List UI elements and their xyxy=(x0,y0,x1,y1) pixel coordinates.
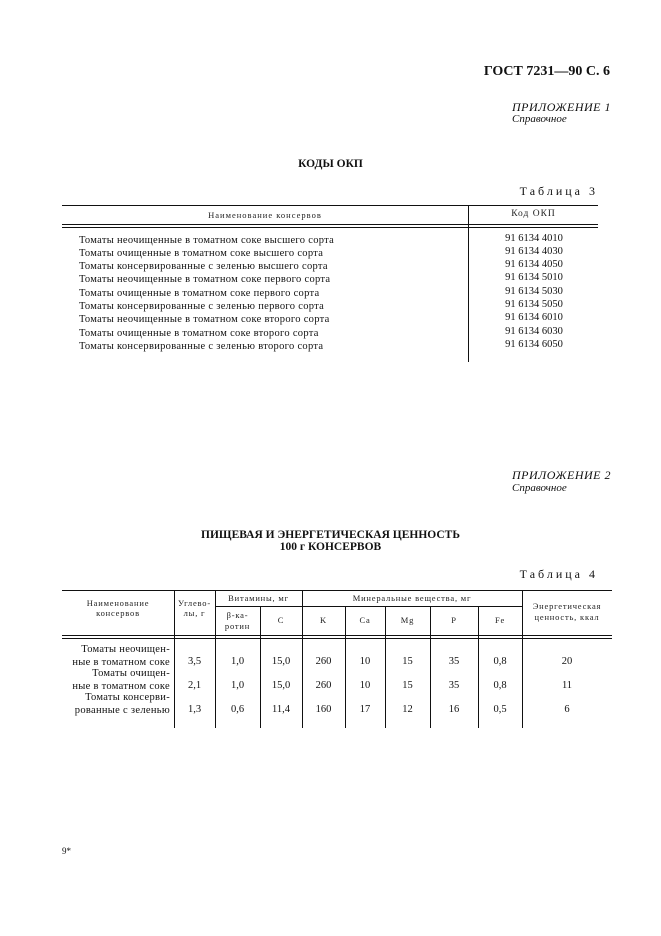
cell-p: 35 xyxy=(448,680,460,691)
cell-fe: 0,5 xyxy=(493,704,507,715)
cell-k: 260 xyxy=(315,656,332,667)
header-energy-line-1: Энергетическая xyxy=(532,601,602,611)
header-fe: Fe xyxy=(494,615,506,625)
cell-ca: 10 xyxy=(359,680,371,691)
table-3-row-name: Томаты консервированные с зеленью второго сорта xyxy=(79,341,324,352)
table-4-vitamins-rule xyxy=(215,606,302,607)
cell-energy: 6 xyxy=(564,704,570,715)
cell-mg: 15 xyxy=(402,680,413,691)
section-title-okp-codes: КОДЫ ОКП xyxy=(298,158,363,170)
table-3-row-code: 91 6134 6010 xyxy=(505,312,563,323)
table-3-col-name: Наименование консервов xyxy=(208,210,322,220)
section-title-nutrition-line-2: 100 г КОНСЕРВОВ xyxy=(279,541,382,553)
header-minerals: Минеральные вещества, мг xyxy=(352,593,472,603)
table-3-row-name: Томаты неочищенные в томатном соке второго сорта xyxy=(79,314,330,325)
cell-ca: 17 xyxy=(359,704,371,715)
cell-carbs: 1,3 xyxy=(187,704,202,715)
header-mg: Mg xyxy=(400,615,415,625)
cell-beta-carotene: 1,0 xyxy=(230,680,245,691)
table-4-header-rule-2 xyxy=(62,638,612,639)
table-3-row-name: Томаты очищенные в томатном соке высшего сорта xyxy=(79,248,324,259)
table-3-row-code: 91 6134 5010 xyxy=(505,272,563,283)
cell-mg: 12 xyxy=(402,704,413,715)
cell-fe: 0,8 xyxy=(493,656,507,667)
cell-beta-carotene: 1,0 xyxy=(230,656,245,667)
cell-energy: 20 xyxy=(561,656,573,667)
table-3-label: Таблица 3 xyxy=(519,184,598,198)
table-3-row-name: Томаты консервированные с зеленью первого сорта xyxy=(79,301,325,312)
table-4-label: Таблица 4 xyxy=(519,567,598,581)
cell-k: 260 xyxy=(315,680,332,691)
table-3-col-code: Код ОКП xyxy=(511,209,556,219)
table-3-row-name: Томаты неочищенные в томатном соке высшего сорта xyxy=(79,235,335,246)
table-4-header-rule xyxy=(62,635,612,636)
cell-k: 160 xyxy=(315,704,332,715)
header-ca: Ca xyxy=(359,615,371,625)
header-carbs-line-1: Углево- xyxy=(178,598,211,608)
appendix-2-title: ПРИЛОЖЕНИЕ 2 xyxy=(512,468,611,482)
table-3-top-rule xyxy=(62,205,598,206)
cell-carbs: 2,1 xyxy=(187,680,202,691)
table-3-row-code: 91 6134 5050 xyxy=(505,299,563,310)
page-header: ГОСТ 7231—90 С. 6 xyxy=(483,64,610,79)
table-3-row-name: Томаты неочищенные в томатном соке первого сорта xyxy=(79,274,331,285)
table-3-row-code: 91 6134 4030 xyxy=(505,246,563,257)
header-p: P xyxy=(451,615,457,625)
row-name-line-1: Томаты неочищен- xyxy=(81,644,170,655)
header-beta-carotene-line-1: β-ка- xyxy=(226,610,249,620)
table-3-header-rule xyxy=(62,224,598,225)
table-3-row-code: 91 6134 5030 xyxy=(505,286,563,297)
table-3-row-name: Томаты очищенные в томатном соке второго сорта xyxy=(79,328,319,339)
header-beta-carotene-line-2: ротин xyxy=(224,621,251,631)
header-k: K xyxy=(320,615,327,625)
header-vitamin-c: C xyxy=(277,615,285,625)
cell-vitamin-c: 15,0 xyxy=(271,680,291,691)
table-3-column-divider xyxy=(468,205,469,362)
row-name-line-1: Томаты консерви- xyxy=(85,692,170,703)
table-3-row-code: 91 6134 4010 xyxy=(505,233,563,244)
cell-vitamin-c: 11,4 xyxy=(272,704,290,715)
row-name-line-1: Томаты очищен- xyxy=(92,668,170,679)
row-name-line-2: ные в томатном соке xyxy=(72,657,170,668)
table-3-header-rule-2 xyxy=(62,227,598,228)
section-title-nutrition-line-1: ПИЩЕВАЯ И ЭНЕРГЕТИЧЕСКАЯ ЦЕННОСТЬ xyxy=(201,529,460,541)
row-name-line-2: ные в томатном соке xyxy=(72,681,170,692)
table-3-row-code: 91 6134 6030 xyxy=(505,326,563,337)
header-name-line-1: Наименование xyxy=(86,598,150,608)
cell-ca: 10 xyxy=(359,656,371,667)
table-3-row-name: Томаты консервированные с зеленью высшего сорта xyxy=(79,261,328,272)
header-energy-line-2: ценность, ккал xyxy=(534,612,600,622)
table-4-minerals-rule xyxy=(302,606,522,607)
cell-fe: 0,8 xyxy=(493,680,507,691)
appendix-2-subtitle: Справочное xyxy=(512,482,567,494)
header-vitamins: Витамины, мг xyxy=(228,593,289,603)
header-carbs-line-2: лы, г xyxy=(183,608,206,618)
appendix-1-title: ПРИЛОЖЕНИЕ 1 xyxy=(512,100,611,114)
table-3-row-code: 91 6134 6050 xyxy=(505,339,563,350)
table-4-top-rule xyxy=(62,590,612,591)
table-3-row-code: 91 6134 4050 xyxy=(505,259,563,270)
page-footer-mark: 9* xyxy=(62,846,71,856)
cell-vitamin-c: 15,0 xyxy=(271,656,291,667)
cell-mg: 15 xyxy=(402,656,413,667)
cell-beta-carotene: 0,6 xyxy=(230,704,245,715)
appendix-1-subtitle: Справочное xyxy=(512,113,567,125)
header-name-line-2: консервов xyxy=(96,608,140,618)
cell-p: 16 xyxy=(448,704,460,715)
row-name-line-2: рованные с зеленью xyxy=(74,705,170,716)
cell-energy: 11 xyxy=(561,680,573,691)
table-3-row-name: Томаты очищенные в томатном соке первого сорта xyxy=(79,288,320,299)
cell-p: 35 xyxy=(448,656,460,667)
cell-carbs: 3,5 xyxy=(187,656,202,667)
